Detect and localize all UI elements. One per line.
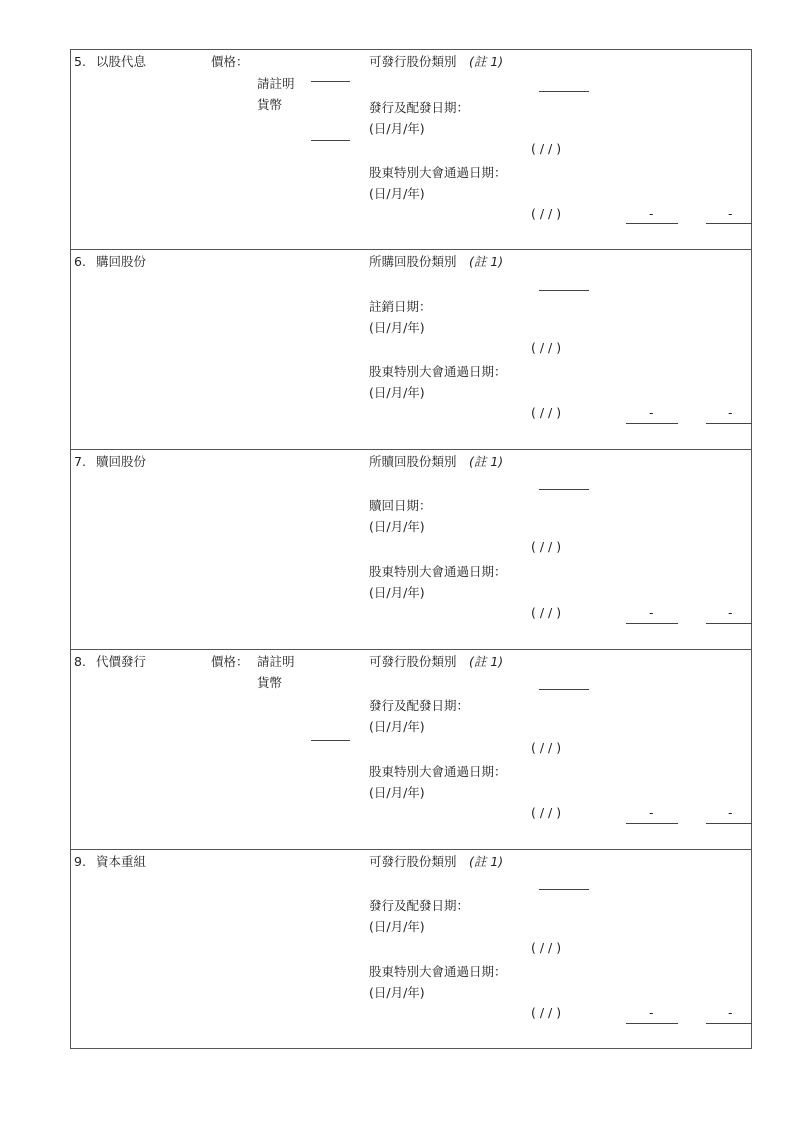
- section-divider: [70, 249, 752, 250]
- dash-text: -: [728, 1005, 733, 1020]
- price-blank[interactable]: [311, 140, 350, 141]
- date-field[interactable]: ( / / ): [531, 940, 562, 955]
- class-label: 可發行股份類別: [369, 54, 457, 69]
- number-blank[interactable]: [626, 423, 678, 424]
- cancel-date-label: 註銷日期：: [369, 299, 432, 314]
- section-divider: [70, 649, 752, 650]
- dash-text: -: [728, 605, 733, 620]
- date-field[interactable]: ( / / ): [531, 141, 562, 156]
- note-ref: (註 1): [469, 54, 504, 69]
- dmy-label: (日/月/年): [369, 121, 425, 136]
- section-title: 資本重組: [96, 854, 147, 869]
- dash-text: -: [649, 1005, 654, 1020]
- dash-text: -: [649, 805, 654, 820]
- issue-date-label: 發行及配發日期：: [369, 898, 470, 913]
- date-field[interactable]: ( / / ): [531, 605, 562, 620]
- egm-date-label: 股東特別大會通過日期：: [369, 364, 507, 379]
- dash-text: -: [728, 805, 733, 820]
- number-blank[interactable]: [706, 423, 752, 424]
- date-field[interactable]: ( / / ): [531, 1005, 562, 1020]
- price-label: 價格：: [211, 54, 249, 69]
- section-divider: [70, 449, 752, 450]
- section-number: 5.: [74, 54, 86, 69]
- number-blank[interactable]: [626, 623, 678, 624]
- class-blank[interactable]: [539, 889, 589, 890]
- section-title: 代價發行: [96, 654, 147, 669]
- price-label: 價格：: [211, 654, 249, 669]
- section-number: 8.: [74, 654, 86, 669]
- dash-text: -: [649, 405, 654, 420]
- section-title: 贖回股份: [96, 454, 147, 469]
- class-blank[interactable]: [539, 689, 589, 690]
- section-number: 9.: [74, 854, 86, 869]
- section-title: 購回股份: [96, 254, 147, 269]
- class-blank[interactable]: [539, 91, 589, 92]
- currency-blank[interactable]: [311, 81, 350, 82]
- dmy-label: (日/月/年): [369, 719, 425, 734]
- number-blank[interactable]: [706, 223, 752, 224]
- dmy-label: (日/月/年): [369, 320, 425, 335]
- dash-text: -: [728, 206, 733, 221]
- note-ref: (註 1): [469, 654, 504, 669]
- redeem-date-label: 贖回日期：: [369, 498, 432, 513]
- class-label: 所購回股份類別: [369, 254, 457, 269]
- egm-date-label: 股東特別大會通過日期：: [369, 564, 507, 579]
- number-blank[interactable]: [706, 823, 752, 824]
- class-label: 可發行股份類別: [369, 654, 457, 669]
- date-field[interactable]: ( / / ): [531, 206, 562, 221]
- number-blank[interactable]: [626, 1023, 678, 1024]
- section-divider: [70, 849, 752, 850]
- egm-date-label: 股東特別大會通過日期：: [369, 964, 507, 979]
- date-field[interactable]: ( / / ): [531, 405, 562, 420]
- class-label: 可發行股份類別: [369, 854, 457, 869]
- price-blank[interactable]: [311, 740, 350, 741]
- dmy-label: (日/月/年): [369, 585, 425, 600]
- dmy-label: (日/月/年): [369, 519, 425, 534]
- currency-label: 貨幣: [257, 97, 283, 112]
- note-ref: (註 1): [469, 254, 504, 269]
- issue-date-label: 發行及配發日期：: [369, 698, 470, 713]
- class-label: 所贖回股份類別: [369, 454, 457, 469]
- dmy-label: (日/月/年): [369, 785, 425, 800]
- issue-date-label: 發行及配發日期：: [369, 100, 470, 115]
- dmy-label: (日/月/年): [369, 385, 425, 400]
- dmy-label: (日/月/年): [369, 919, 425, 934]
- section-title: 以股代息: [96, 54, 147, 69]
- number-blank[interactable]: [626, 823, 678, 824]
- note-ref: (註 1): [469, 454, 504, 469]
- class-blank[interactable]: [539, 290, 589, 291]
- specify-label: 請註明: [257, 76, 295, 91]
- egm-date-label: 股東特別大會通過日期：: [369, 165, 507, 180]
- date-field[interactable]: ( / / ): [531, 740, 562, 755]
- number-blank[interactable]: [626, 223, 678, 224]
- dmy-label: (日/月/年): [369, 186, 425, 201]
- date-field[interactable]: ( / / ): [531, 539, 562, 554]
- currency-label: 貨幣: [257, 675, 283, 690]
- dmy-label: (日/月/年): [369, 985, 425, 1000]
- number-blank[interactable]: [706, 1023, 752, 1024]
- dash-text: -: [649, 605, 654, 620]
- section-number: 7.: [74, 454, 86, 469]
- egm-date-label: 股東特別大會通過日期：: [369, 764, 507, 779]
- dash-text: -: [649, 206, 654, 221]
- date-field[interactable]: ( / / ): [531, 340, 562, 355]
- specify-label: 請註明: [257, 654, 295, 669]
- date-field[interactable]: ( / / ): [531, 805, 562, 820]
- class-blank[interactable]: [539, 489, 589, 490]
- number-blank[interactable]: [706, 623, 752, 624]
- note-ref: (註 1): [469, 854, 504, 869]
- dash-text: -: [728, 405, 733, 420]
- section-number: 6.: [74, 254, 86, 269]
